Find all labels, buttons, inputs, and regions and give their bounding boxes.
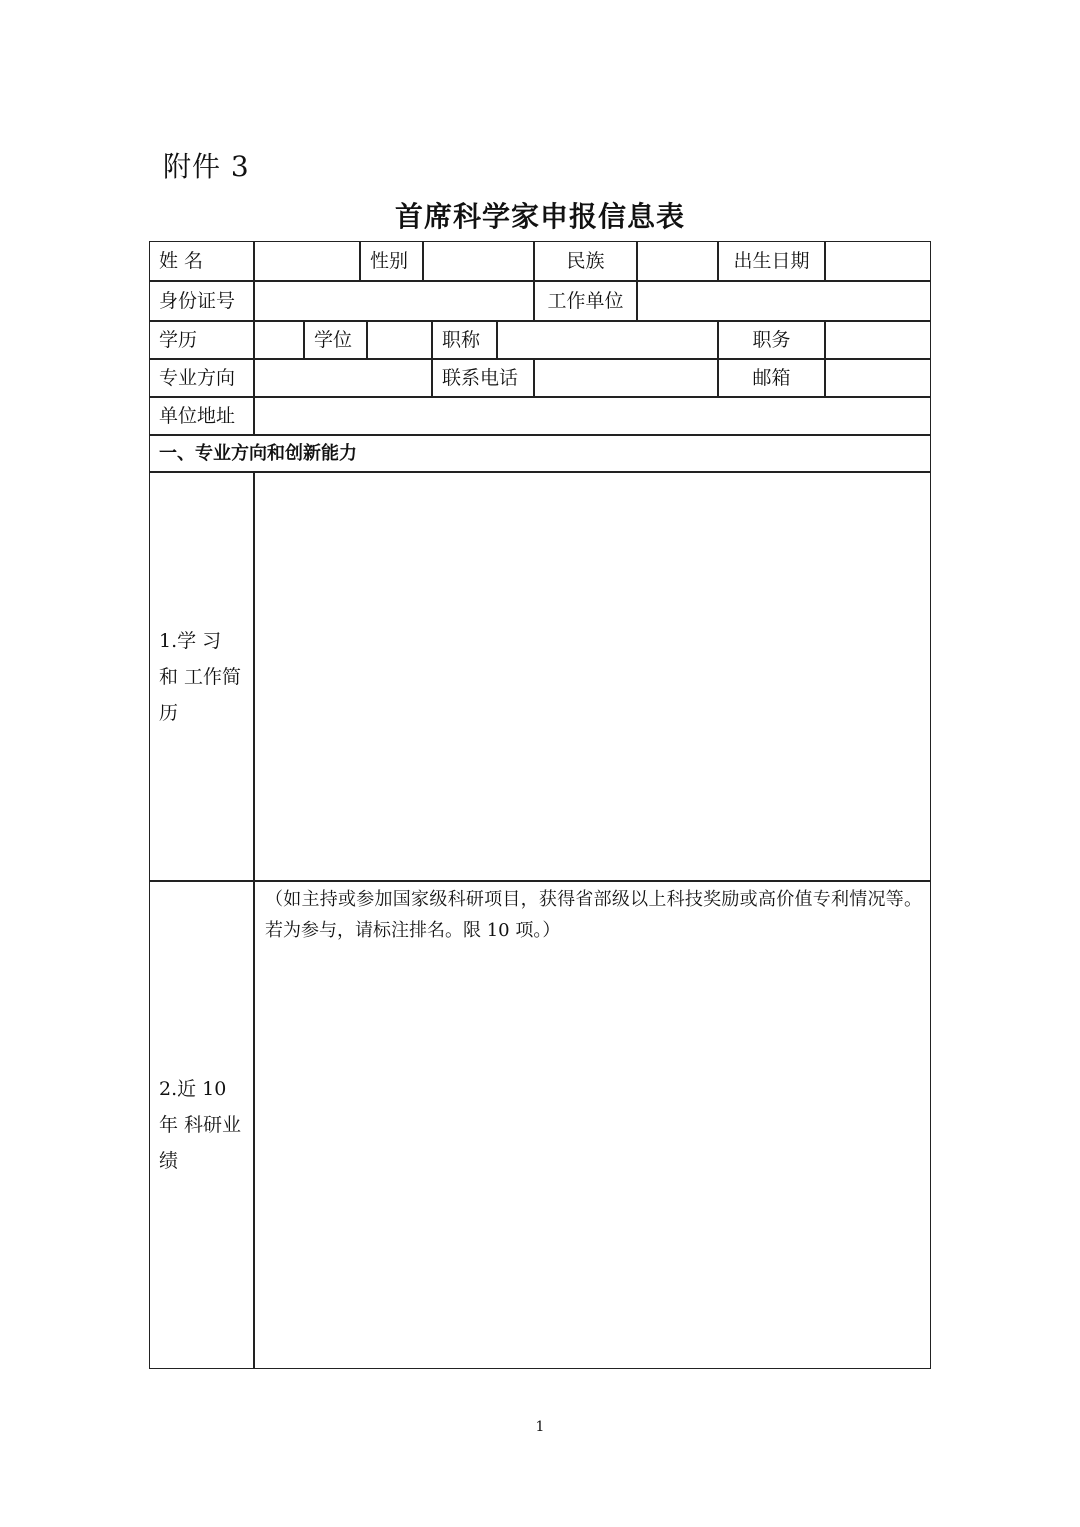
name-label: 姓 名	[149, 241, 254, 281]
professional-title-label: 职称	[432, 321, 497, 359]
birth-date-input[interactable]	[825, 241, 931, 281]
birth-date-label: 出生日期	[718, 241, 825, 281]
degree-input[interactable]	[367, 321, 432, 359]
form-title: 首席科学家申报信息表	[394, 200, 685, 233]
email-label: 邮箱	[718, 359, 825, 397]
degree-label: 学位	[304, 321, 367, 359]
phone-input[interactable]	[534, 359, 718, 397]
address-input[interactable]	[254, 397, 931, 435]
resume-label-cell	[149, 472, 254, 881]
research-achievements-note: （如主持或参加国家级科研项目，获得省部级以上科技奖励或高价值专利情况等。若为参与，请标注排名。限 10 项。）	[265, 889, 922, 941]
id-number-label: 身份证号	[149, 281, 254, 321]
gender-label: 性别	[360, 241, 423, 281]
position-label: 职务	[718, 321, 825, 359]
specialty-label: 专业方向	[149, 359, 254, 397]
page-number: 1	[535, 1419, 545, 1435]
section-heading: 一、专业方向和创新能力	[149, 435, 931, 472]
attachment-label: 附件 3	[163, 150, 250, 183]
employer-label: 工作单位	[534, 281, 637, 321]
id-number-input[interactable]	[254, 281, 534, 321]
research-achievements-textarea[interactable]	[254, 881, 931, 1369]
professional-title-input[interactable]	[497, 321, 718, 359]
specialty-input[interactable]	[254, 359, 432, 397]
ethnicity-input[interactable]	[637, 241, 718, 281]
name-input[interactable]	[254, 241, 360, 281]
gender-input[interactable]	[423, 241, 534, 281]
ethnicity-label: 民族	[534, 241, 637, 281]
employer-input[interactable]	[637, 281, 931, 321]
education-label: 学历	[149, 321, 254, 359]
email-input[interactable]	[825, 359, 931, 397]
research-label-cell	[149, 881, 254, 1369]
phone-label: 联系电话	[432, 359, 534, 397]
address-label: 单位地址	[149, 397, 254, 435]
resume-textarea[interactable]	[254, 472, 931, 881]
resume-label: 1.学 习 和 工作简历	[159, 629, 242, 724]
education-input[interactable]	[254, 321, 304, 359]
research-achievements-label: 2.近 10 年 科研业绩	[159, 1078, 242, 1172]
position-input[interactable]	[825, 321, 931, 359]
